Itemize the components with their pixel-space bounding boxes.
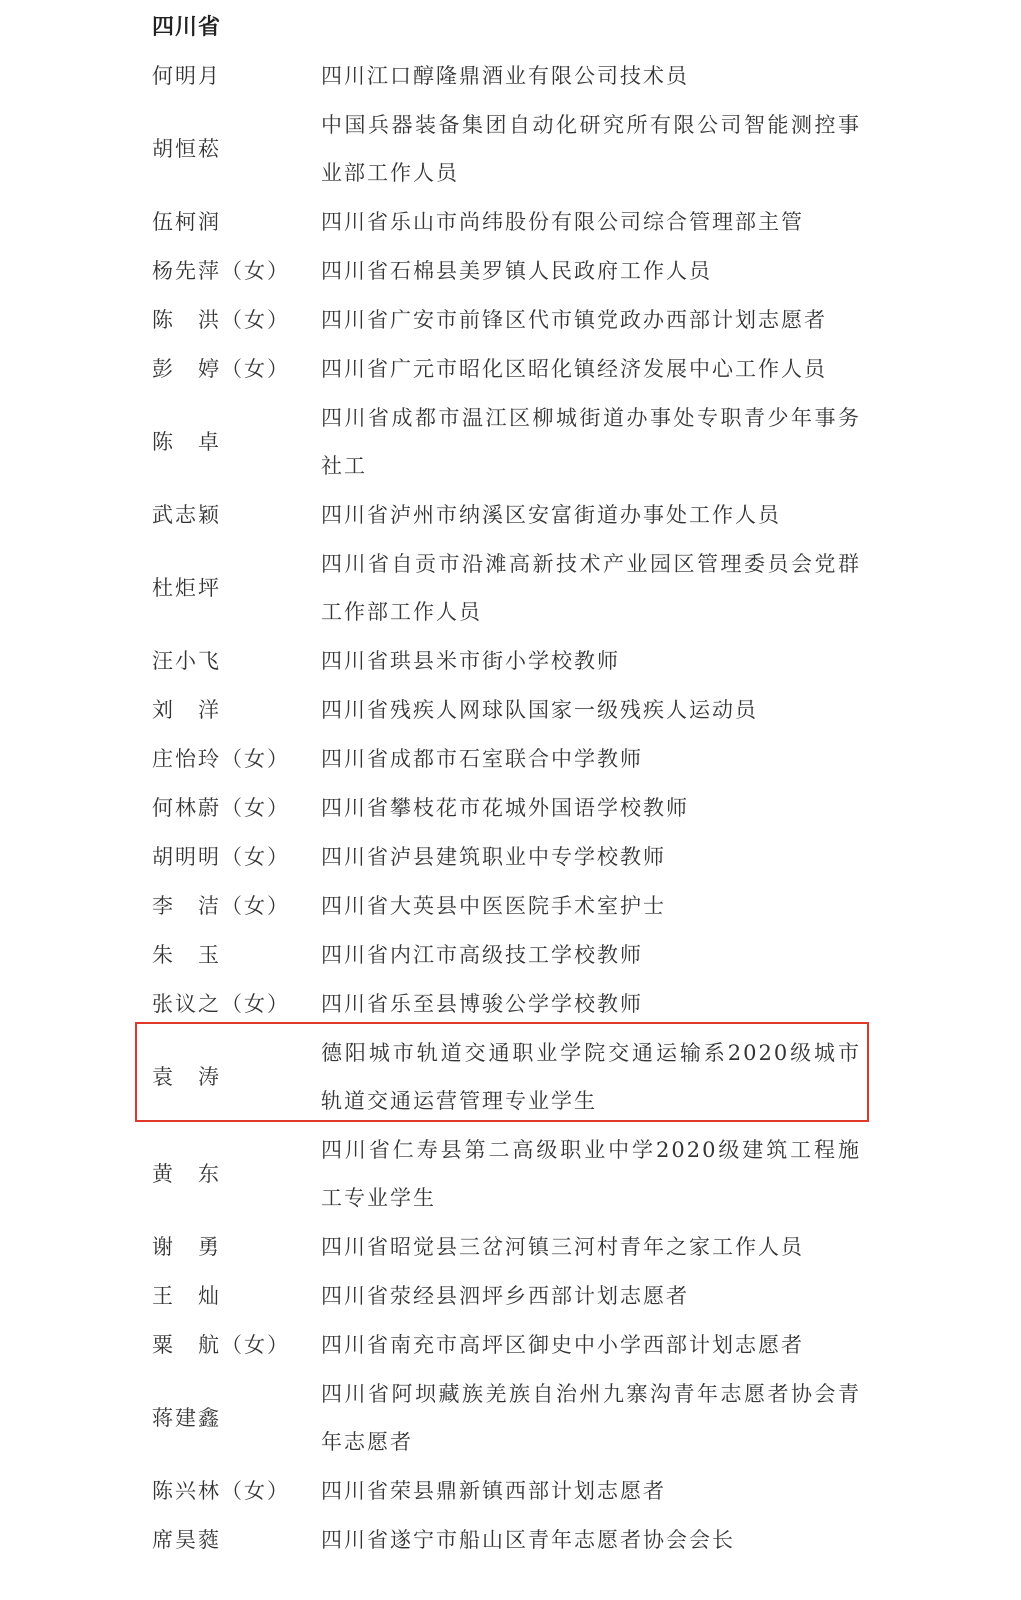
honoree-name: 庄怡玲（女） (152, 747, 290, 771)
honoree-name: 粟 航（女） (152, 1333, 290, 1357)
honoree-description: 四川省成都市温江区柳城街道办事处专职青少年事务社工 (321, 406, 861, 478)
honoree-name: 何明月 (152, 64, 221, 88)
list-item (0, 198, 1021, 247)
honoree-description: 四川省遂宁市船山区青年志愿者协会会长 (321, 1528, 735, 1552)
honoree-description: 四川省珙县米市街小学校教师 (321, 649, 620, 673)
honoree-list (0, 52, 1021, 1565)
list-item (0, 882, 1021, 931)
honoree-description: 四川省仁寿县第二高级职业中学2020级建筑工程施工专业学生 (321, 1138, 861, 1210)
list-item (0, 1126, 1021, 1223)
honoree-name: 陈兴林（女） (152, 1479, 290, 1503)
honoree-description: 四川省成都市石室联合中学教师 (321, 747, 643, 771)
list-item (0, 637, 1021, 686)
honoree-description: 四川省阿坝藏族羌族自治州九寨沟青年志愿者协会青年志愿者 (321, 1382, 861, 1454)
list-item (0, 247, 1021, 296)
honoree-description: 四川省自贡市沿滩高新技术产业园区管理委员会党群工作部工作人员 (321, 552, 861, 624)
honoree-name: 黄 东 (152, 1162, 221, 1186)
honoree-name: 王 灿 (152, 1284, 221, 1308)
honoree-name: 陈 洪（女） (152, 308, 290, 332)
honoree-name: 杨先萍（女） (152, 259, 290, 283)
list-item (0, 52, 1021, 101)
honoree-description: 四川省泸州市纳溪区安富街道办事处工作人员 (321, 503, 781, 527)
list-item (0, 833, 1021, 882)
list-item (0, 1223, 1021, 1272)
list-item (0, 735, 1021, 784)
list-item (0, 1516, 1021, 1565)
honoree-description: 四川省泸县建筑职业中专学校教师 (321, 845, 666, 869)
list-item (0, 1370, 1021, 1467)
honoree-description: 四川省攀枝花市花城外国语学校教师 (321, 796, 689, 820)
honoree-name: 袁 涛 (152, 1065, 221, 1089)
honoree-description: 德阳城市轨道交通职业学院交通运输系2020级城市轨道交通运营管理专业学生 (321, 1041, 861, 1113)
list-item (0, 931, 1021, 980)
section-title: 四川省 (152, 15, 222, 40)
honoree-name: 蒋建鑫 (152, 1406, 221, 1430)
honoree-description: 四川省荥经县泗坪乡西部计划志愿者 (321, 1284, 689, 1308)
honoree-name: 陈 卓 (152, 430, 221, 454)
honoree-name: 胡明明（女） (152, 845, 290, 869)
honoree-name: 杜炬坪 (152, 576, 221, 600)
list-item (0, 491, 1021, 540)
honoree-description: 四川省残疾人网球队国家一级残疾人运动员 (321, 698, 758, 722)
honoree-description: 四川省石棉县美罗镇人民政府工作人员 (321, 259, 712, 283)
honoree-name: 张议之（女） (152, 992, 290, 1016)
honoree-name: 汪小飞 (152, 649, 221, 673)
list-item (0, 784, 1021, 833)
honoree-description: 四川省昭觉县三岔河镇三河村青年之家工作人员 (321, 1235, 804, 1259)
honoree-description: 四川省广安市前锋区代市镇党政办西部计划志愿者 (321, 308, 827, 332)
honoree-name: 武志颖 (152, 503, 221, 527)
list-item (0, 980, 1021, 1029)
list-item (0, 345, 1021, 394)
honoree-description: 四川江口醇隆鼎酒业有限公司技术员 (321, 64, 689, 88)
list-item (0, 1272, 1021, 1321)
list-item (0, 394, 1021, 491)
list-item (0, 1029, 1021, 1126)
honoree-description: 中国兵器装备集团自动化研究所有限公司智能测控事业部工作人员 (321, 113, 861, 185)
honoree-name: 何林蔚（女） (152, 796, 290, 820)
list-item (0, 1467, 1021, 1516)
honoree-name: 谢 勇 (152, 1235, 221, 1259)
list-item (0, 686, 1021, 735)
honoree-name: 朱 玉 (152, 943, 221, 967)
list-item (0, 1321, 1021, 1370)
honoree-name: 彭 婷（女） (152, 357, 290, 381)
honoree-description: 四川省广元市昭化区昭化镇经济发展中心工作人员 (321, 357, 827, 381)
list-item (0, 540, 1021, 637)
honoree-description: 四川省大英县中医医院手术室护士 (321, 894, 666, 918)
honoree-description: 四川省乐山市尚纬股份有限公司综合管理部主管 (321, 210, 804, 234)
honoree-name: 席昊蕤 (152, 1528, 221, 1552)
honoree-description: 四川省荣县鼎新镇西部计划志愿者 (321, 1479, 666, 1503)
honoree-name: 刘 洋 (152, 698, 221, 722)
honoree-name: 胡恒菘 (152, 137, 221, 161)
honoree-description: 四川省南充市高坪区御史中小学西部计划志愿者 (321, 1333, 804, 1357)
honoree-description: 四川省乐至县博骏公学学校教师 (321, 992, 643, 1016)
honoree-description: 四川省内江市高级技工学校教师 (321, 943, 643, 967)
honoree-name: 李 洁（女） (152, 894, 290, 918)
honoree-name: 伍柯润 (152, 210, 221, 234)
list-item (0, 296, 1021, 345)
list-item (0, 101, 1021, 198)
